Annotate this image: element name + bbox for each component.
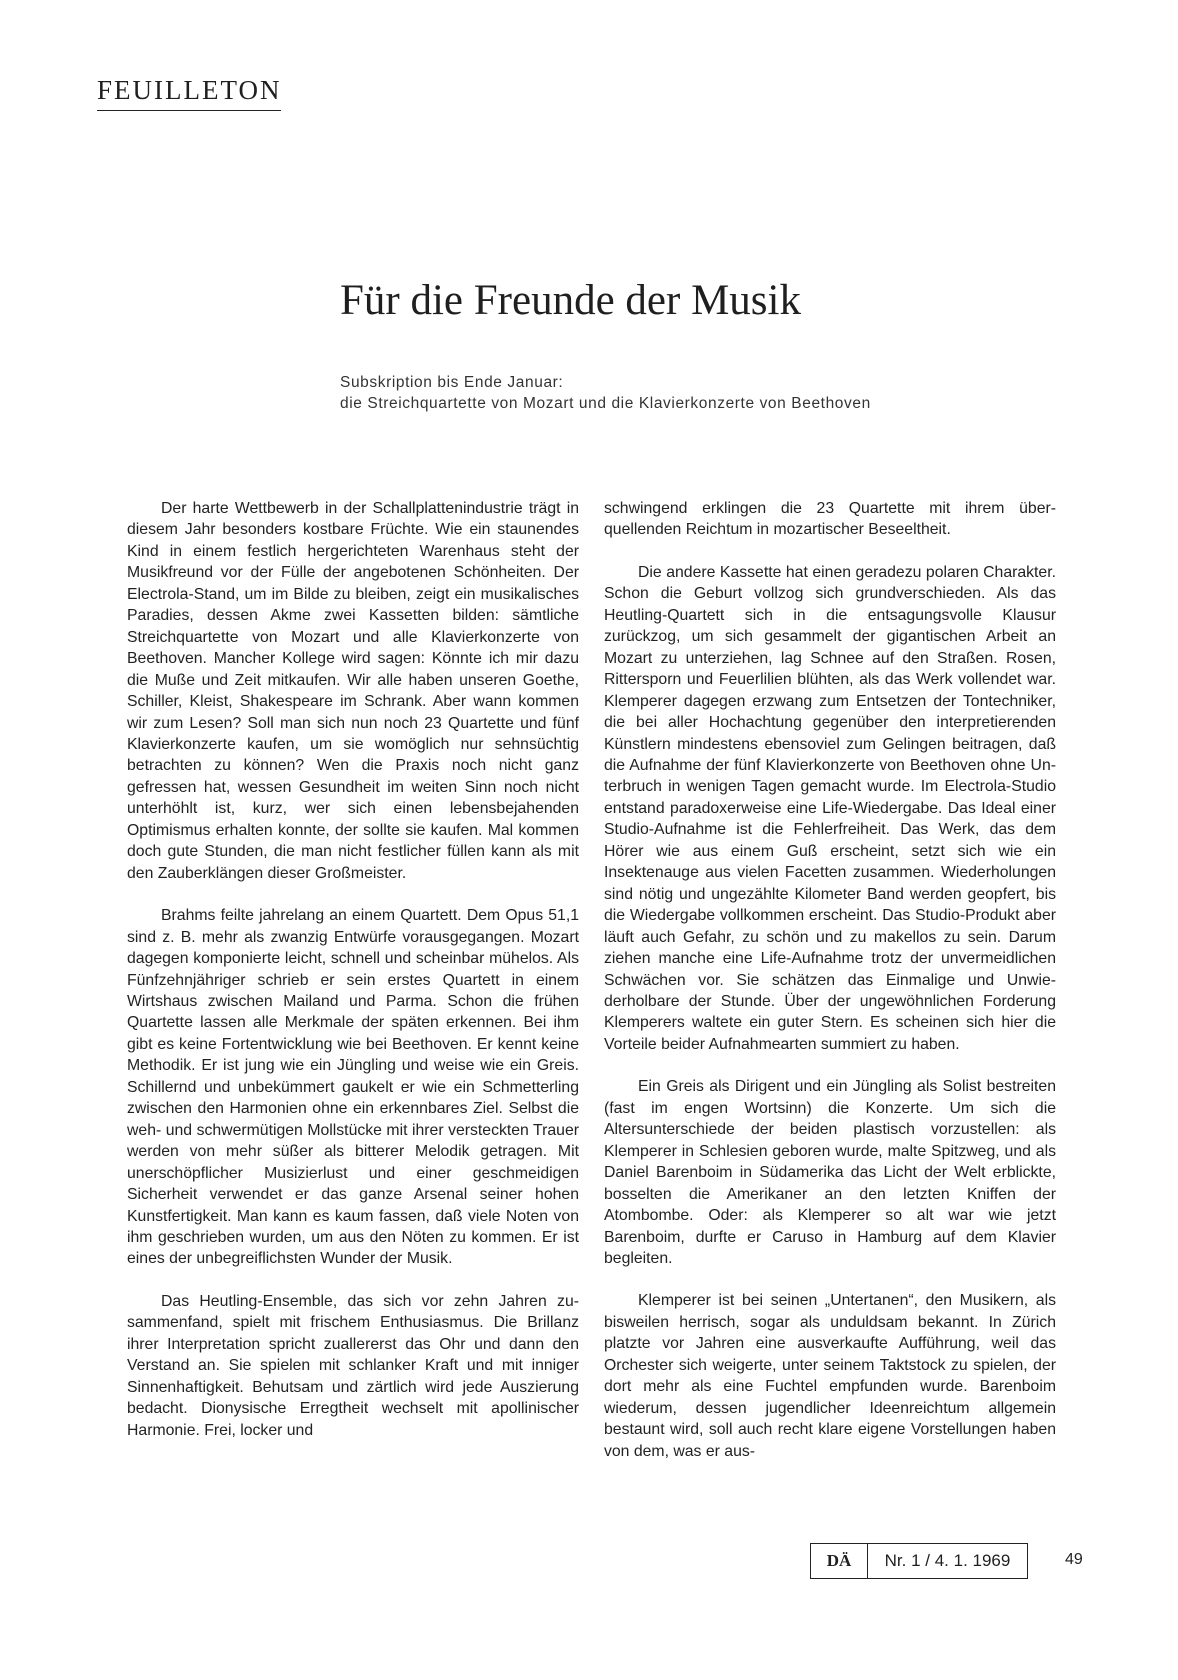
paragraph: Der harte Wettbewerb in der Schallplattenindustrie trägt in diesem Jahr besonders kostbare Früchte. Wie ein staunendes Kind in einem festlich hergerichteten Warenhaus steht der Musikfreund vor der Fülle der angebotenen Schönheiten. Der Electrola-Stand, um im Bilde zu bleiben, zeigt ein musikalisches Paradies, dessen Akme zwei Kassetten bilden: sämtliche Streichquartette von Mozart und alle Klavierkonzerte von Beethoven. Mancher Kollege wird sagen: Könnte ich mir dazu die Muße und Zeit mitkaufen. Wir alle haben unseren Goethe, Schiller, Kleist, Shakespeare im Schrank. Aber wann kommen wir zum Lesen? Soll man sich nun noch 23 Quartette und fünf Klavierkonzerte kaufen, um sie womöglich nur sehnsüchtig betrachten zu können? Wen die Praxis noch nicht ganz gefressen hat, wessen Gesundheit im weiten Sinn noch nicht unterhöhlt ist, kurz, wer sich einen lebensbejahenden Optimismus erhalten konnte, der sollte sie kaufen. Mal kommen doch gute Stunden, die man nicht festlicher füllen kann als mit den Zauberklängen dieser Großmeister. (127, 500, 579, 882)
right-column (604, 498, 1056, 1462)
article-subtitle (340, 372, 871, 414)
subtitle-line: Subskription bis Ende Januar: (340, 374, 564, 391)
journal-logo: DÄ (810, 1543, 868, 1579)
paragraph: Ein Greis als Dirigent und ein Jüngling als Solist bestreiten (fast im engen Wortsinn) die Konzerte. Um sich die Altersunterschiede der beiden plastisch vorzustellen: als Klemperer in Schlesien geboren wurde, malte Spitzweg, und als Daniel Barenboim in Südamerika das Licht der Welt erblickte, bosselten die Amerikaner an den letzten Kniffen der Atombombe. Oder: als Klemperer so alt war wie jetzt Barenboim, durfte er Caruso in Hamburg auf dem Klavier begleiten. (604, 1078, 1056, 1267)
subtitle-line: die Streichquartette von Mozart und die Klavierkonzerte von Beethoven (340, 395, 871, 412)
section-label: FEUILLETON (97, 74, 281, 111)
paragraph: Das Heutling-Ensemble, das sich vor zehn Jahren zusammenfand, spielt mit frischem Enthusiasmus. Die Brillanz ihrer Interpretation spricht zuallererst das Ohr und dann den Verstand an. Sie spielen mit schlanker Kraft und mit inniger Sinnenhaftigkeit. Behutsam und zärtlich wird jede Auszierung bedacht. Dionysische Erregtheit wechselt mit apollinischer Harmonie. Frei, locker und (127, 1292, 579, 1439)
page-number: 49 (1065, 1551, 1083, 1568)
article-title: Für die Freunde der Musik (340, 277, 801, 324)
left-column (127, 498, 579, 1441)
paragraph-continuation: schwingend erklingen die 23 Quartette mit ihrem überquellenden Reichtum in mozartischer Beseeltheit. (604, 500, 1056, 539)
paragraph: Die andere Kassette hat einen geradezu polaren Charakter. Schon die Geburt vollzog sich grundverschieden. Als das Heutling-Quartett sich in die entsagungsvolle Klausur zurückzog, um sich gesammelt der gigantischen Arbeit an Mozart zu unterziehen, lag Schnee auf den Straßen. Rosen, Rittersporn und Feuerlilien blühten, als das Werk vollendet war. Klemperer dagegen erzwang zum Entsetzen der Tontechniker, die bei aller Hochachtung gegenüber den interpretierenden Künstlern mindestens ebensoviel zum Gelingen beitragen, daß die Aufnahme der fünf Klavierkonzerte von Beethoven ohne Unterbruch in wenigen Tagen gemacht wurde. Im Electrola-Studio entstand paradoxerweise eine Life-Wiedergabe. Das Ideal einer Studio-Aufnahme ist die Fehlerfreiheit. Das Werk, das dem Hörer wie aus einem Guß erscheint, setzt sich wie ein Insektenauge aus vielen Facetten zusammen. Wiederholungen sind nötig und ungezählte Kilometer Band werden geopfert, bis die Wiedergabe vollkommen erscheint. Das Studio-Produkt aber läuft auch Gefahr, zu schön und zu makellos zu sein. Darum ziehen manche eine Life-Aufnahme trotz der unvermeidlichen Schwächen vor. Sie schätzen das Einmalige und Unwiederholbare der Stunde. Über der ungewöhnlichen Forderung Klemperers waltete ein guter Stern. Es scheinen sich hier die Vorteile beider Aufnahmearten summiert zu haben. (604, 563, 1056, 1053)
paragraph: Klemperer ist bei seinen „Untertanen“, den Musikern, als bisweilen herrisch, sogar als unduldsam bekannt. In Zürich platzte vor Jahren eine ausverkaufte Aufführung, weil das Orchester sich weigerte, unter seinem Taktstock zu spielen, der dort mehr als eine Fuchtel empfunden wurde. Barenboim wiederum, dessen jugendlicher Ideenreichtum allgemein bestaunt wird, soll auch recht klare eigene Vorstellungen haben von dem, was er aus- (604, 1292, 1056, 1460)
paragraph: Brahms feilte jahrelang an einem Quartett. Dem Opus 51,1 sind z. B. mehr als zwanzig Entwürfe vorausgegangen. Mozart dagegen komponierte leicht, schnell und scheinbar mühelos. Als Fünfzehnjähriger schrieb er sein erstes Quartett in einem Wirtshaus zwischen Mailand und Parma. Schon die frühen Quartette lassen alle Merkmale der späten erkennen. Bei ihm gibt es keine Fortentwicklung wie bei Beethoven. Er kennt keine Methodik. Er ist jung wie ein Jüngling und weise wie ein Greis. Schillernd und unbekümmert gaukelt er wie ein Schmetterling zwischen den Harmonien ohne ein erkennbares Ziel. Selbst die weh- und schwermütigen Mollstücke mit ihrer versteckten Trauer werden von mehr süßer als bitterer Melodik getragen. Mit unerschöpflicher Musizierlust und einer geschmeidigen Sicherheit verwendet er das ganze Arsenal seiner hohen Kunstfertigkeit. Man kann es kaum fassen, daß viele Noten von ihm geschrieben wurden, um aus den Nöten zu kommen. Er ist eines der unbegreiflichsten Wunder der Musik. (127, 907, 579, 1268)
issue-info: Nr. 1 / 4. 1. 1969 (868, 1543, 1028, 1579)
